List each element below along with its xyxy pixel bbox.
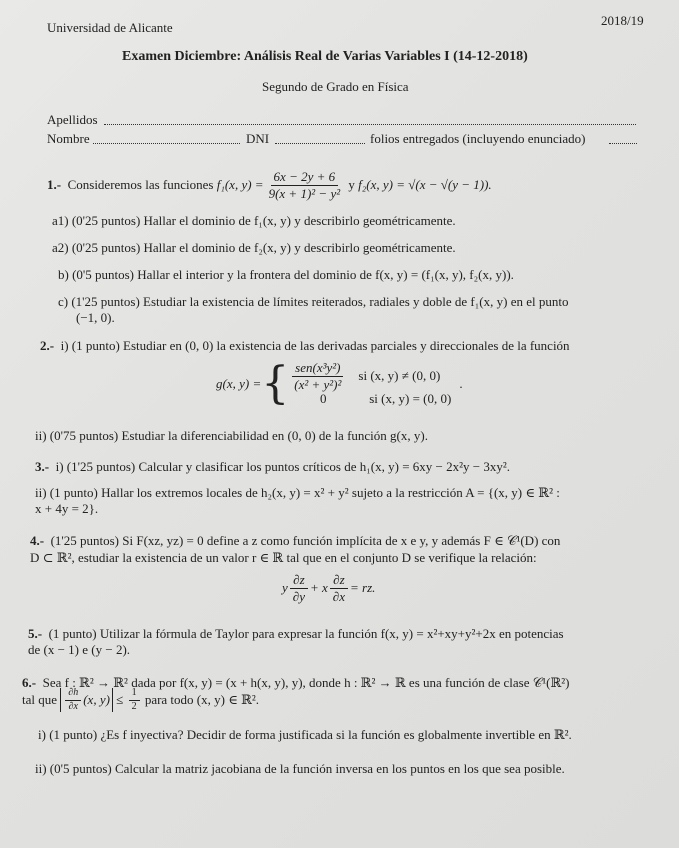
q2-g-fraction <box>291 361 344 391</box>
q6-half <box>129 688 140 712</box>
apellidos-line <box>104 124 636 125</box>
exam-subtitle: Segundo de Grado en Física <box>262 79 409 94</box>
q2-statement-i <box>40 338 570 354</box>
q3-statement-i <box>35 459 510 475</box>
q3-i-text: i) (1'25 puntos) Calcular y clasificar los puntos críticos de h₁(x, y) = 6xy − 2x²y − 3xy². <box>55 459 510 474</box>
q1-f1-lhs: f₁(x, y) = <box>216 177 264 193</box>
q2-condition-2: si (x, y) = (0, 0) <box>369 391 452 407</box>
q4-number: 4.- <box>30 533 45 548</box>
q5-number: 5.- <box>28 626 43 641</box>
dni-label: DNI <box>246 131 270 146</box>
q4-eq-num1: ∂z <box>290 573 307 589</box>
q6-line2 <box>22 688 259 712</box>
q4-eq-frac2 <box>330 573 348 603</box>
q6-partial-den: ∂x <box>68 700 78 712</box>
q1-f2: f₂(x, y) = √(x − √(y − 1)). <box>358 177 492 193</box>
q6-partial-arg: (x, y) <box>83 692 110 707</box>
q4-eq-den2: ∂x <box>332 588 345 604</box>
q5-line1-text: (1 punto) Utilizar la fórmula de Taylor para expresar la función f(x, y) = x²+xy+y²+2x en potencias <box>48 626 564 641</box>
q2-g-lhs: g(x, y) = <box>216 376 262 392</box>
q2-case-2 <box>289 391 451 407</box>
q1-statement <box>47 170 492 200</box>
q6-line1-text: Sea f : ℝ² → ℝ² dada por f(x, y) = (x + h(x, y), y), donde h : ℝ² → ℝ es una función de clase 𝒞¹(ℝ²) <box>42 675 570 690</box>
nombre-label: Nombre <box>47 131 90 146</box>
q1-b: b) (0'5 puntos) Hallar el interior y la frontera del dominio de f(x, y) = (f₁(x, y), f₂(x, y)). <box>58 267 514 282</box>
q2-g-numerator: sen(x³y²) <box>292 361 343 377</box>
q5-line2: de (x − 1) e (y − 2). <box>28 642 131 657</box>
q4-eq-den1: ∂y <box>292 588 305 604</box>
q2-brace: { <box>261 358 290 410</box>
q6-number: 6.- <box>22 675 37 690</box>
q6-half-num: 1 <box>129 688 140 701</box>
q6-abs-value <box>60 688 113 712</box>
q1-c-line2: (−1, 0). <box>76 310 115 325</box>
q2-zero: 0 <box>319 391 327 407</box>
q4-eq-num2: ∂z <box>330 573 347 589</box>
folios-label: folios entregados (incluyendo enunciado) <box>370 131 586 146</box>
dni-line <box>275 143 365 144</box>
q2-function-g <box>216 358 463 410</box>
q1-f1-denominator: 9(x + 1)² − y² <box>268 185 341 201</box>
q4-line1 <box>30 533 560 549</box>
q2-i-text: i) (1 punto) Estudiar en (0, 0) la existencia de las derivadas parciales y direccionales de la función <box>60 338 570 353</box>
q2-case-1 <box>289 361 451 391</box>
q2-cases <box>289 361 451 407</box>
exam-title: Examen Diciembre: Análisis Real de Varias Variables I (14-12-2018) <box>122 49 528 64</box>
q6-i: i) (1 punto) ¿Es f inyectiva? Decidir de forma justificada si la función es globalmente invertible en ℝ². <box>38 727 572 742</box>
academic-year: 2018/19 <box>601 13 644 28</box>
q6-partial-fraction <box>65 688 81 712</box>
q2-g-denominator: (x² + y²)² <box>294 376 342 392</box>
q1-f1-fraction <box>266 170 344 200</box>
q2-number: 2.- <box>40 338 55 353</box>
q6-such-that: tal que <box>22 692 58 707</box>
q2-period: . <box>459 376 463 392</box>
q4-equation <box>282 573 375 603</box>
folios-line <box>609 143 637 144</box>
q3-number: 3.- <box>35 459 50 474</box>
q1-and: y <box>348 177 355 193</box>
q1-c-line1: c) (1'25 puntos) Estudiar la existencia de límites reiterados, radiales y doble de f₁(x, y) en el punto <box>58 294 569 309</box>
q4-eq-frac1 <box>290 573 308 603</box>
q4-eq-mid: + x <box>309 580 328 596</box>
q1-number: 1.- <box>47 177 62 193</box>
q3-ii-line1: ii) (1 punto) Hallar los extremos locales de h₂(x, y) = x² + y² sujeto a la restricción A = {(x, y) ∈ ℝ² : <box>35 485 560 500</box>
apellidos-label: Apellidos <box>47 112 98 127</box>
q2-ii: ii) (0'75 puntos) Estudiar la diferenciabilidad en (0, 0) de la función g(x, y). <box>35 428 428 443</box>
q6-le: ≤ <box>116 692 124 707</box>
q4-line2: D ⊂ ℝ², estudiar la existencia de un valor r ∈ ℝ tal que en el conjunto D se verifique la relación: <box>30 550 537 565</box>
q4-eq-rhs: = rz. <box>349 580 376 596</box>
q2-condition-1: si (x, y) ≠ (0, 0) <box>358 368 441 384</box>
q4-line1-text: (1'25 puntos) Si F(xz, yz) = 0 define a z como función implícita de x e y, y además F ∈ 𝒞¹(D) con <box>50 533 561 548</box>
q6-partial-num: ∂h <box>65 688 81 701</box>
q6-half-den: 2 <box>131 700 137 712</box>
q3-ii-line2: x + 4y = 2}. <box>35 501 99 516</box>
university-name: Universidad de Alicante <box>47 20 173 35</box>
q4-eq-y: y <box>282 580 288 596</box>
q1-intro: Consideremos las funciones <box>67 177 214 193</box>
q6-line2-rest: para todo (x, y) ∈ ℝ². <box>144 692 260 707</box>
q1-a1: a1) (0'25 puntos) Hallar el dominio de f₁(x, y) y describirlo geométricamente. <box>52 213 456 228</box>
q5-line1 <box>28 626 564 642</box>
q1-a2: a2) (0'25 puntos) Hallar el dominio de f₂(x, y) y describirlo geométricamente. <box>52 240 456 255</box>
nombre-line <box>93 143 240 144</box>
q6-ii: ii) (0'5 puntos) Calcular la matriz jacobiana de la función inversa en los puntos en los que sea posible. <box>35 761 565 776</box>
q1-f1-numerator: 6x − 2y + 6 <box>271 170 339 186</box>
